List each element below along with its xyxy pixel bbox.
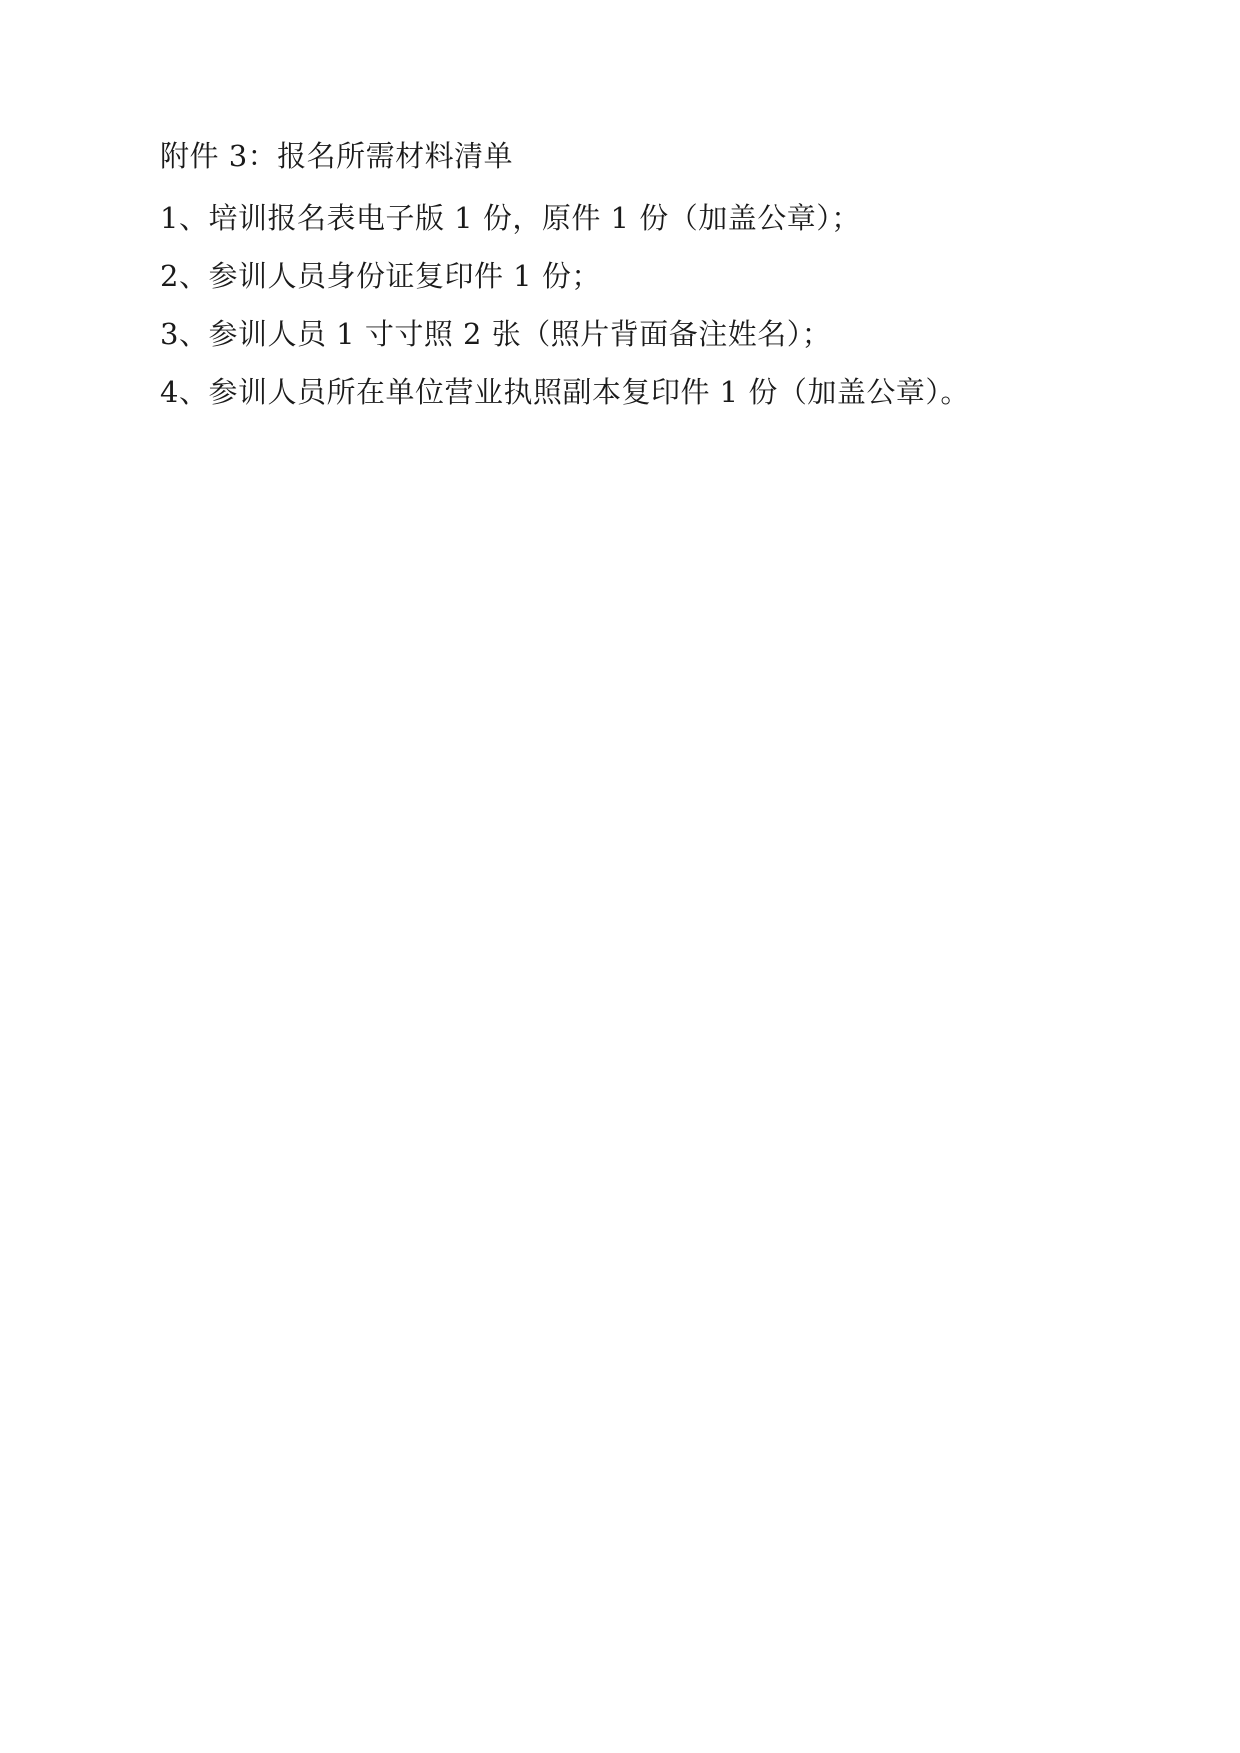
- material-item-4: 4、参训人员所在单位营业执照副本复印件 1 份（加盖公章）。: [160, 375, 970, 409]
- material-item-3: 3、参训人员 1 寸寸照 2 张（照片背面备注姓名）；: [160, 317, 832, 351]
- document-body: [160, 128, 1100, 422]
- attachment-title: 附件 3：报名所需材料清单: [160, 139, 514, 173]
- material-item-2: 2、参训人员身份证复印件 1 份；: [160, 259, 601, 293]
- material-item-1: 1、培训报名表电子版 1 份，原件 1 份（加盖公章）；: [160, 201, 861, 235]
